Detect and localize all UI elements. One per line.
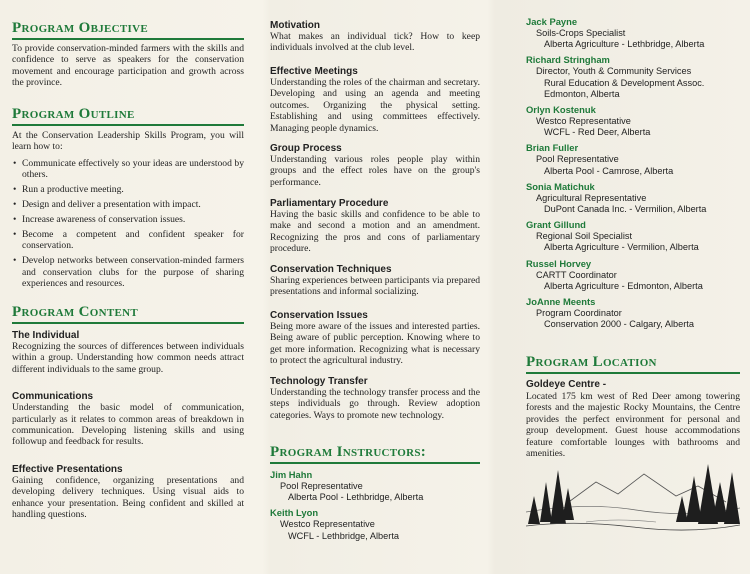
topic-text: Understanding the basic model of communication, particularly as it relates to common areas of breakdown in communication. Developing listening skills and using followup and feedback for results. [12,402,244,448]
instructor-name: Richard Stringham [526,54,610,66]
outline-section [12,106,244,293]
instructor-role: Program Coordinator [536,308,622,319]
outline-item: • Communicate effectively so your ideas are understood by others. [12,158,244,181]
topic-text: Sharing experiences between participants via prepared presentations and informal socializing. [270,275,480,298]
instructor-entry [270,507,480,541]
topic-communications [12,391,244,448]
instructor-entry [526,219,740,253]
column-left [12,0,244,574]
content-heading: Program Content [12,304,244,324]
instructor-role: Westco Representative [536,116,631,127]
topic-group-process [270,143,480,188]
instructor-org: WCFL - Red Deer, Alberta [544,127,651,138]
instructor-entry [526,16,740,50]
instructors-heading: Program Instructors: [270,444,480,464]
outline-item: • Run a productive meeting. [12,184,244,195]
instructor-org: Alberta Agriculture - Lethbridge, Alberta [544,39,705,50]
instructor-name: JoAnne Meents [526,296,596,308]
objective-text: To provide conservation-minded farmers with the skills and confidence to serve as speakers for the conservation movement and encourage participation and growth across the province. [12,43,244,89]
instructor-name: Russel Horvey [526,257,592,269]
topic-title: Parliamentary Procedure [270,198,389,209]
outline-list [12,158,244,290]
instructor-entry [526,104,740,138]
topic-text: Having the basic skills and confidence to be able to make and second a motion and an amendment. Recognizing the pros and cons of parliamentary procedure. [270,209,480,255]
outline-item: • Increase awareness of conservation issues. [12,214,244,225]
instructor-entry [526,54,740,100]
instructor-org: Alberta Agriculture - Edmonton, Alberta [544,280,703,291]
instructor-org: Alberta Pool - Lethbridge, Alberta [288,492,424,503]
outline-item: • Become a competent and confident speaker for conservation. [12,229,244,252]
topic-title: The Individual [12,330,80,341]
instructor-role: CARTT Coordinator [536,269,617,280]
topic-title: Group Process [270,143,342,154]
location-heading: Program Location [526,354,740,374]
topic-presentations [12,464,244,521]
instructor-name: Jim Hahn [270,469,313,480]
instructor-org: Conservation 2000 - Calgary, Alberta [544,319,694,330]
topic-title: Conservation Issues [270,310,368,321]
topic-text: Understanding the technology transfer process and the steps individuals go through. Review adoption categories. Ways to promote new technology. [270,387,480,421]
instructor-role: Pool Representative [536,154,619,165]
instructor-name: Sonia Matichuk [526,180,595,192]
topic-text: Understanding various roles people play within groups and the effect roles have on the group's performance. [270,154,480,188]
topic-title: Motivation [270,20,320,31]
topic-meetings [270,66,480,134]
instructor-role: Agricultural Representative [536,192,647,203]
location-venue: Goldeye Centre - [526,379,607,390]
instructor-org: Alberta Agriculture - Vermilion, Alberta [544,242,699,253]
topic-text: Gaining confidence, organizing presentations and developing delivery techniques. Using visual aids to enhance your presentation. Being confident and skilled at handling questions. [12,474,244,521]
topic-parliamentary [270,198,480,255]
instructor-name: Brian Fuller [526,142,579,154]
outline-intro: At the Conservation Leadership Skills Program, you will learn how to: [12,130,244,153]
instructors-section [270,444,480,546]
topic-title: Conservation Techniques [270,264,392,275]
instructor-entry [526,142,740,176]
objective-section [12,20,244,89]
instructor-role: Director, Youth & Community Services [536,66,692,77]
instructor-entry [526,181,740,215]
topic-conservation-issues [270,310,480,367]
instructor-name: Orlyn Kostenuk [526,104,596,116]
instructor-entry [270,469,480,503]
content-section [12,304,244,520]
instructor-name: Grant Gillund [526,219,586,231]
instructor-role: Regional Soil Specialist [536,231,633,242]
topic-individual [12,330,244,375]
topic-technology-transfer [270,376,480,421]
topic-text: Understanding the roles of the chairman and secretary. Developing and using an agenda and meeting outcomes. Organizing the physical setting. Establishing and using committees effectively. Managing people dynamics. [270,77,480,134]
outline-item: • Develop networks between conservation-minded farmers and conservation clubs for the purpose of sharing experiences and resources. [12,255,244,289]
instructor-entry [526,258,740,292]
column-right [526,0,740,574]
topic-text: Recognizing the sources of differences between individuals within a group. Understanding how common needs attract different individuals to the same group. [12,341,244,375]
location-section [526,354,740,459]
outline-heading: Program Outline [12,106,244,126]
forest-mountain-illustration [526,452,740,532]
instructor-entry [526,296,740,330]
instructor-role: Soils-Crops Specialist [536,28,626,38]
instructor-role: Westco Representative [280,519,375,530]
instructor-org: DuPont Canada Inc. - Vermilion, Alberta [544,204,707,215]
instructor-org: Rural Education & Development Assoc. [544,77,705,88]
location-text: Located 175 km west of Red Deer among towering forests and the majestic Rocky Mountains, the Centre provides the perfect environment for personal and group development. Guest house accommodations feature comfortable lounges with bathrooms and amenities. [526,391,740,460]
instructor-org: WCFL - Lethbridge, Alberta [288,530,399,541]
topic-conservation-techniques [270,264,480,298]
topic-title: Effective Presentations [12,463,123,475]
topic-text: What makes an individual tick? How to keep individuals involved at the club level. [270,31,480,54]
instructor-name: Jack Payne [526,16,578,27]
topic-text: Being more aware of the issues and interested parties. Being aware of public perception. Knowing where to get more information. Recognizing what is necessary to protect the agricultural industry. [270,321,480,367]
instructor-name: Keith Lyon [270,507,319,519]
topic-title: Communications [12,391,94,403]
instructor-org: Alberta Pool - Camrose, Alberta [544,165,674,176]
topic-title: Effective Meetings [270,66,358,77]
instructor-role: Pool Representative [280,481,363,491]
topic-motivation [270,20,480,54]
instructor-org-city: Edmonton, Alberta [544,88,620,99]
instructors-list-continued [526,16,740,334]
outline-item: • Design and deliver a presentation with impact. [12,199,244,210]
column-middle [270,0,480,574]
objective-heading: Program Objective [12,20,244,40]
topic-title: Technology Transfer [270,376,368,387]
